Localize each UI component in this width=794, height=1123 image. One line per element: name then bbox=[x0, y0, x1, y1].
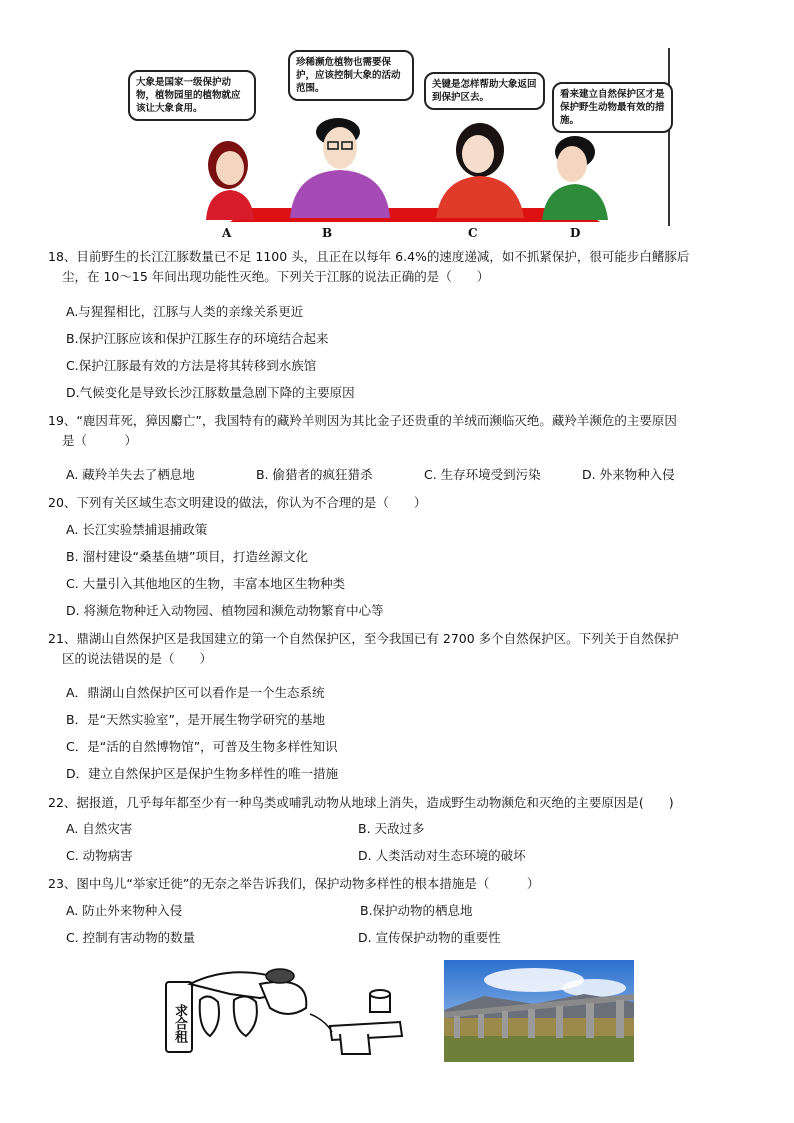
question-20-option-d: D. 将濒危物种迁入动物园、植物园和濒危动物繁育中心等 bbox=[66, 603, 384, 618]
question-20-option-a: A. 长江实验禁捕退捕政策 bbox=[66, 522, 208, 537]
question-21-option-c: C．是“活的自然博物馆”，可普及生物多样性知识 bbox=[66, 739, 338, 754]
tree-stump-bottom-icon bbox=[340, 1034, 370, 1054]
question-19-option-d: D. 外来物种入侵 bbox=[582, 467, 675, 482]
question-23-option-b: B.保护动物的栖息地 bbox=[360, 903, 473, 918]
question-18-option-a: A.与猩猩相比，江豚与人类的亲缘关系更近 bbox=[66, 304, 304, 319]
question-23-stem bbox=[48, 874, 758, 894]
question-18-option-c: C.保护江豚最有效的方法是将其转移到水族馆 bbox=[66, 358, 317, 373]
question-22-stem-line1: 22、据报道，几乎每年都至少有一种鸟类或哺乳动物从地球上消失，造成野生动物濒危和灭绝的主要原因是( ) bbox=[48, 795, 674, 810]
label-d: D bbox=[570, 226, 581, 240]
speech-bubble-a: 大象是国家一级保护动物，植物园里的植物就应该让大象食用。 bbox=[128, 70, 256, 121]
question-23-stem-line1: 23、图中鸟儿“举家迁徙”的无奈之举告诉我们，保护动物多样性的根本措施是（ ） bbox=[48, 876, 540, 891]
question-21-option-b: B．是“天然实验室”，是开展生物学研究的基地 bbox=[66, 712, 326, 727]
question-23-option-a: A. 防止外来物种入侵 bbox=[66, 903, 183, 918]
figure-border bbox=[668, 48, 670, 226]
question-19-stem bbox=[48, 411, 758, 451]
question-20-stem-line1: 20、下列有关区域生态文明建设的做法，你认为不合理的是（ ） bbox=[48, 495, 427, 510]
question-18-stem bbox=[48, 247, 758, 287]
person-d-figure bbox=[542, 136, 608, 220]
question-23-option-d: D. 宣传保护动物的重要性 bbox=[358, 930, 501, 945]
question-22-option-c: C. 动物病害 bbox=[66, 848, 133, 863]
label-a: A bbox=[222, 226, 232, 240]
bird-migration-cartoon bbox=[160, 964, 410, 1056]
question-21-stem-line2: 区的说法错误的是（ ） bbox=[62, 651, 213, 666]
person-b-figure bbox=[290, 118, 390, 218]
question-21-stem bbox=[48, 629, 758, 669]
bird-sign-text: 求合租 bbox=[172, 1004, 187, 1043]
question-18-option-d: D.气候变化是导致长沙江豚数量急剧下降的主要原因 bbox=[66, 385, 355, 400]
nest-icon bbox=[266, 969, 294, 983]
question-22-option-d: D. 人类活动对生态环境的破坏 bbox=[358, 848, 526, 863]
question-20-option-b: B. 溜村建设“桑基鱼塘”项目，打造丝源文化 bbox=[66, 549, 308, 564]
question-22-option-b: B. 天敌过多 bbox=[358, 821, 425, 836]
question-18-stem-line2: 尘，在 10～15 年间出现功能性灭绝。下列关于江豚的说法正确的是（ ） bbox=[62, 269, 490, 284]
question-19-stem-line1: 19、“鹿因茸死，獐因麝亡”，我国特有的藏羚羊则因为其比金子还贵重的羊绒而濒临灭绝。藏羚羊濒危的主要原因 bbox=[48, 413, 677, 428]
railway-bridge-photo bbox=[444, 960, 634, 1062]
bag-right-icon bbox=[234, 996, 257, 1036]
bag-left-icon bbox=[200, 996, 219, 1036]
label-b: B bbox=[322, 226, 333, 240]
question-20-stem bbox=[48, 493, 758, 513]
label-c: C bbox=[468, 226, 478, 240]
question-21-option-a: A．鼎湖山自然保护区可以看作是一个生态系统 bbox=[66, 685, 325, 700]
person-c-figure bbox=[436, 123, 524, 218]
question-18-option-b: B.保护江豚应该和保护江豚生存的环境结合起来 bbox=[66, 331, 329, 346]
question-19-option-a: A. 藏羚羊失去了栖息地 bbox=[66, 467, 195, 482]
question-21-stem-line1: 21、鼎湖山自然保护区是我国建立的第一个自然保护区，至今我国已有 2700 多个自然保护区。下列关于自然保护 bbox=[48, 631, 679, 646]
bird-wing-icon bbox=[260, 982, 306, 1014]
speech-bubble-d: 看来建立自然保护区才是保护野生动物最有效的措施。 bbox=[552, 82, 673, 133]
question-19-option-b: B. 偷猎者的疯狂猎杀 bbox=[256, 467, 373, 482]
question-19-stem-line2: 是（ ） bbox=[62, 433, 138, 448]
question-22-option-a: A. 自然灾害 bbox=[66, 821, 133, 836]
person-a-figure bbox=[206, 141, 254, 220]
question-21-option-d: D．建立自然保护区是保护生物多样性的唯一措施 bbox=[66, 766, 339, 781]
question-19-option-c: C. 生存环境受到污染 bbox=[424, 467, 541, 482]
speech-bubble-c: 关键是怎样帮助大象返回到保护区去。 bbox=[424, 72, 545, 110]
question-18-stem-line1: 18、目前野生的长江江豚数量已不足 1100 头，且正在以每年 6.4%的速度递减，如不抓紧保护，很可能步白鳍豚后 bbox=[48, 249, 690, 264]
question-23-option-c: C. 控制有害动物的数量 bbox=[66, 930, 196, 945]
speech-bubble-b: 珍稀濒危植物也需要保护，应该控制大象的活动范围。 bbox=[288, 50, 414, 101]
cartoon-people-illustration bbox=[180, 110, 650, 228]
question-22-stem bbox=[48, 793, 758, 813]
question-20-option-c: C. 大量引入其他地区的生物，丰富本地区生物种类 bbox=[66, 576, 346, 591]
